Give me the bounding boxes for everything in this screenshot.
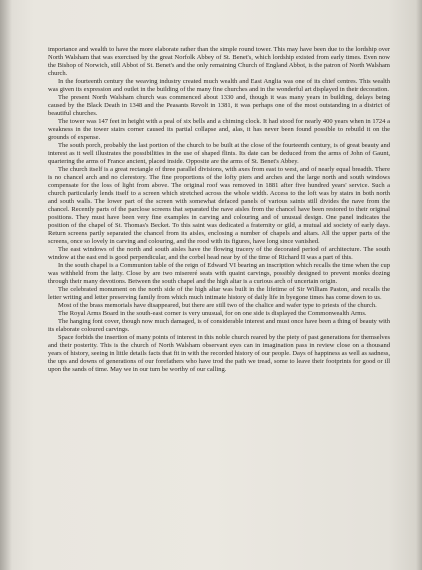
paragraph: The tower was 147 feet in height with a peal of six bells and a chiming clock. It had stood for nearly 400 years when in 1724 a weakness in the tower stairs corner caused its partial collapse and, alas, it has never been found possible to rebuild it on the grounds of expense.	[48, 118, 390, 141]
paragraph: The celebrated monument on the north side of the high altar was built in the lifetime of Sir William Paston, and recalls the letter writing and letter preserving family from which much intimate history of daily life in byegone times has come down to us.	[48, 286, 390, 301]
paragraph: The present North Walsham church was commenced about 1330 and, though it was many years in building, delays being caused by the Black Death in 1348 and the Peasants Revolt in 1381, it was perhaps one of the most outstanding in a district of beautiful churches.	[48, 94, 390, 117]
paragraph: Space forbids the insertion of many points of interest in this noble church reared by the piety of past generations for themselves and their posterity. This is the church of North Walsham observant eyes can in imagination pass in review close on a thousand years of history, seeing in little details facts that fit in with the recorded history of our people. Days of happiness as well as sadness, the ups and downs of generations of our forefathers who have trod the path we tread, some to leave their footprints for good or ill upon the sands of time. May we in our turn be worthy of our calling.	[48, 334, 391, 373]
paragraph: The Royal Arms Board in the south-east corner is very unusual, for on one side is displayed the Commonwealth Arms.	[58, 310, 367, 317]
paragraph: In the fourteenth century the weaving industry created much wealth and East Anglia was one of its chief centres. This wealth was given its expression and outlet in the building of the many fine churches and in the wonderful art displayed in their decoration.	[48, 78, 390, 93]
paragraph: In the south chapel is a Communion table of the reign of Edward VI bearing an inscription which recalls the time when the cup was withheld from the laity. Close by are two misereré seats with quaint carvings, possibly designed to prevent monks dozing through their many devotions. Between the south chapel and the high altar is a curious arch of uncertain origin.	[48, 262, 390, 285]
paragraph: The east windows of the north and south aisles have the flowing tracery of the decorated period of architecture. The south window at the east end is good perpendicular, and the corbel head near by of the time of Richard II was a part of this.	[48, 246, 390, 261]
page-fold-shadow	[0, 0, 12, 570]
page-edge-shadow	[416, 0, 422, 570]
paragraph: The south porch, probably the last portion of the church to be built at the close of the fourteenth century, is of great beauty and interest as it well illustrates the possibilities in the use of shaped flints. Its date can be deduced from the arms of John of Gaunt, quartering the arms of France ancient, placed inside. Opposite are the arms of St. Benet's Abbey.	[48, 142, 390, 165]
document-body	[48, 46, 390, 374]
paragraph: importance and wealth to have the more elaborate rather than the simple round tower. This may have been due to the lordship over North Walsham that was exercised by the great Norfolk Abbey of St. Benet's, which lordship existed from early times. Even now the Bishop of Norwich, still Abbot of St. Benet's and the only remaining Church of England Abbot, is the patron of North Walsham church.	[48, 46, 390, 77]
paragraph: Most of the brass memorials have disappeared, but there are still two of the chalice and wafer type to priests of the church.	[58, 302, 377, 309]
paragraph: The hanging font cover, though now much damaged, is of considerable interest and must once have been a thing of beauty with its elaborate coloured carvings.	[48, 318, 390, 333]
paragraph: The church itself is a great rectangle of three parallel divisions, with axes from east to west, and of nearly equal breadth. There is no chancel arch and no clerestory. The fine proportions of the lofty piers and arches and the large north and south windows compensate for the loss of light from above. The original roof was removed in 1881 after five hundred years' service. Such a church particularly lends itself to a screen which stretched across the whole width. Access to the loft was by stairs in both north and south walls. The lower part of the screen with somewhat defaced panels of various saints still divides the nave from the chancel. Recently parts of the parclose screens that separated the nave aisles from the chancel have been restored to their original positions. They must have been very fine examples in carving and colouring and of unusual design. One panel indicates the position of the chapel of St. Thomas's Becket. To this saint was dedicated a fraternity or gild, a mutual aid society of early days. Return screens partly separated the chancel from its aisles, enclosing a number of chapels and altars. All the upper parts of the screens, once so lovely in carving and colouring, and the rood with its figures, have long since vanished.	[48, 166, 390, 245]
